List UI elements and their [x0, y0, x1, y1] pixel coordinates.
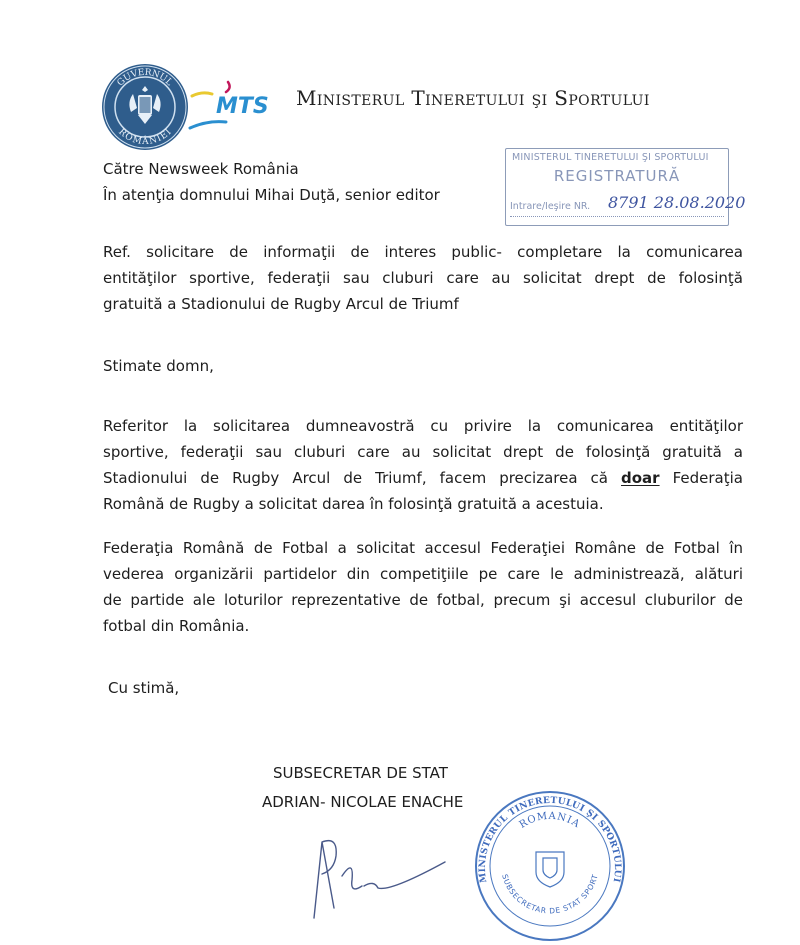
svg-text:ROMANIA [517, 810, 582, 830]
reference-paragraph [103, 239, 743, 317]
attention-line: În atenţia domnului Mihai Duţă, senior editor [103, 186, 440, 204]
registry-number-and-date: 8791 28.08.2020 [608, 193, 746, 212]
svg-text:SUBSECRETAR DE STAT SPORT [500, 873, 600, 915]
body-line: Referitor la solicitarea dumneavostră cu privire la comunicarea entităţilor [103, 417, 743, 435]
seal-inner-text: SUBSECRETAR DE STAT SPORT [500, 873, 600, 916]
registry-stamp-ministry: MINISTERUL TINERETULUI ŞI SPORTULUI [512, 152, 709, 163]
body-paragraph-2 [103, 535, 743, 639]
mts-logo [188, 78, 283, 138]
body-line: de partide ale loturilor reprezentative de fotbal, precum şi accesul cluburilor de [103, 591, 743, 609]
registry-stamp-number-label: Intrare/Ieşire NR. [510, 201, 591, 212]
body-line: vederea organizării partidelor din competiţiile pe care le administrează, alături [103, 565, 743, 583]
gov-seal-bottom-text: ROMÂNIEI [116, 126, 174, 147]
body-paragraph-1 [103, 413, 743, 517]
emphasis-doar: doar [621, 469, 660, 487]
registry-stamp [505, 148, 746, 226]
body-line: fotbal din România. [103, 617, 250, 635]
handwritten-signature [300, 822, 450, 932]
body-line-part: Federaţia [659, 469, 743, 487]
signatory-name: ADRIAN- NICOLAE ENACHE [262, 793, 464, 811]
mts-logo-text: MTS [216, 94, 269, 119]
recipient: Către Newsweek România [103, 160, 299, 178]
body-line: sportive, federaţii sau cluburi care au solicitat drept de folosinţă gratuită a [103, 443, 743, 461]
signatory-title: SUBSECRETAR DE STAT [273, 764, 448, 782]
body-line-part: Stadionului de Rugby Arcul de Triumf, facem precizarea că [103, 469, 622, 487]
svg-text:MINISTERUL TINERETULUI ŞI SPOR [477, 795, 622, 883]
closing: Cu stimă, [108, 679, 180, 697]
body-line [103, 465, 743, 491]
body-line: Federaţia Română de Fotbal a solicitat accesul Federaţiei Române de Fotbal în [103, 539, 743, 557]
reference-line: entităţilor sportive, federaţii sau cluburi care au solicitat drept de folosinţă [103, 269, 743, 287]
salutation: Stimate domn, [103, 357, 214, 375]
coat-of-arms-icon [536, 852, 564, 887]
ministry-name: Ministerul Tineretului şi Sportului [296, 86, 650, 110]
seal-outer-text: MINISTERUL TINERETULUI ŞI SPORTULUI [477, 795, 623, 884]
registry-stamp-title: REGISTRATURĂ [553, 167, 681, 185]
gov-seal-top-text: GUVERNUL [115, 67, 175, 89]
reference-line: Ref. solicitare de informaţii de interes public- completare la comunicarea [103, 243, 743, 261]
government-seal-logo [100, 62, 190, 152]
body-line: Română de Rugby a solicitat darea în folosinţă gratuită a acestuia. [103, 495, 604, 513]
official-round-seal [470, 790, 630, 942]
registry-stamp-line [510, 216, 724, 217]
seal-top-text: ROMANIA [517, 810, 583, 831]
reference-line: gratuită a Stadionului de Rugby Arcul de Triumf [103, 295, 459, 313]
